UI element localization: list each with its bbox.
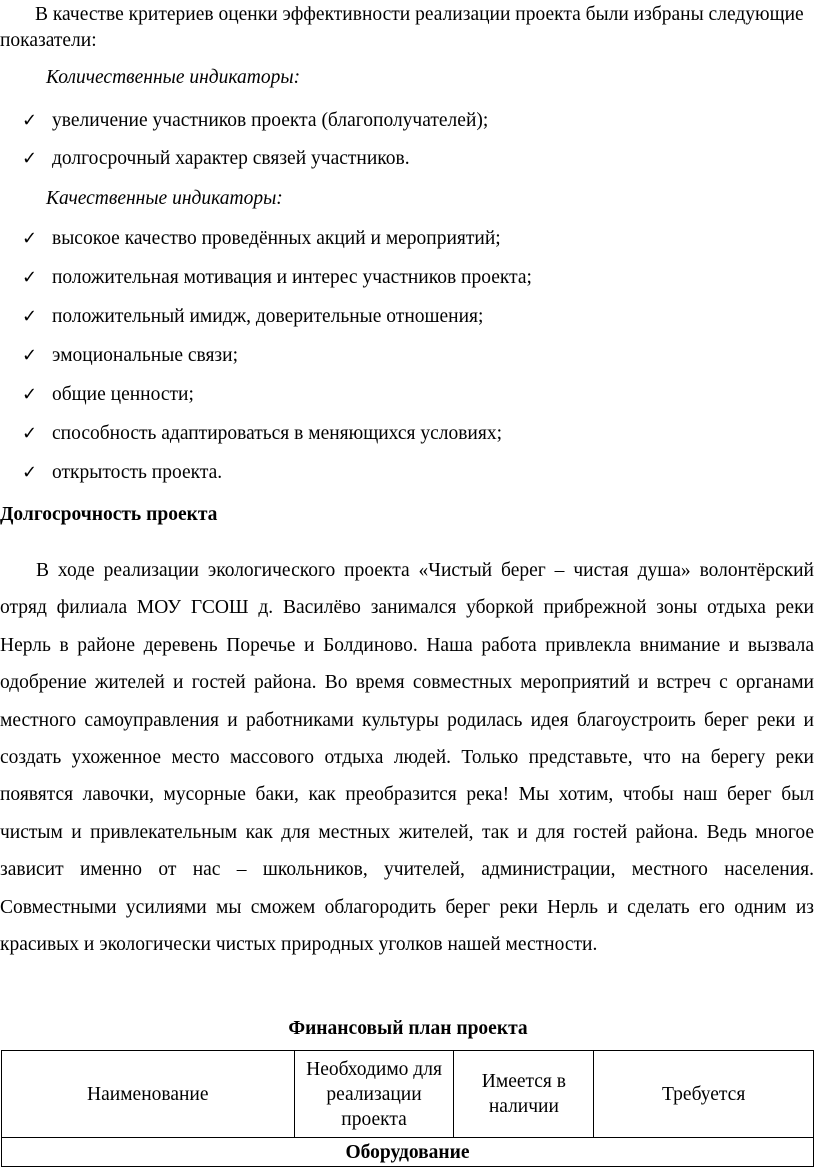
table-section-row xyxy=(2,1138,814,1167)
checkmark-icon: ✓ xyxy=(22,110,38,131)
qualitative-heading: Качественные индикаторы: xyxy=(46,188,283,209)
column-header: Требуется xyxy=(594,1051,814,1138)
checkmark-icon: ✓ xyxy=(22,462,38,483)
checkmark-icon: ✓ xyxy=(22,423,38,444)
section-label: Оборудование xyxy=(2,1138,814,1167)
qualitative-item: ✓ высокое качество проведённых акций и мероприятий; xyxy=(22,226,501,252)
column-header: Имеется в наличии xyxy=(454,1051,594,1138)
column-header: Наименование xyxy=(2,1051,295,1138)
finance-table xyxy=(1,1050,814,1167)
qualitative-item: ✓ общие ценности; xyxy=(22,382,194,408)
checkmark-icon: ✓ xyxy=(22,228,38,249)
quantitative-item: ✓ увеличение участников проекта (благополучателей); xyxy=(22,108,488,134)
quantitative-item: ✓ долгосрочный характер связей участников. xyxy=(22,146,410,172)
table-header-row xyxy=(2,1051,814,1138)
checkmark-icon: ✓ xyxy=(22,148,38,169)
checkmark-icon: ✓ xyxy=(22,384,38,405)
qualitative-item: ✓ положительный имидж, доверительные отношения; xyxy=(22,304,483,330)
qualitative-item: ✓ положительная мотивация и интерес участников проекта; xyxy=(22,265,532,291)
checkmark-icon: ✓ xyxy=(22,345,38,366)
quantitative-heading: Количественные индикаторы: xyxy=(46,67,301,88)
intro-paragraph: В качестве критериев оценки эффективности реализации проекта были избраны следующие показатели: xyxy=(0,4,804,51)
finance-title: Финансовый план проекта xyxy=(288,1018,528,1039)
qualitative-item: ✓ эмоциональные связи; xyxy=(22,343,238,369)
qualitative-item: ✓ открытость проекта. xyxy=(22,460,222,486)
checkmark-icon: ✓ xyxy=(22,267,38,288)
checkmark-icon: ✓ xyxy=(22,306,38,327)
longterm-paragraph: В ходе реализации экологического проекта «Чистый берег – чистая душа» волонтёрский отряд филиала МОУ ГСОШ д. Василёво занимался уборкой прибрежной зоны отдыха реки Нерль в районе деревень Поречье и Болдиново. Наша работа привлекла внимание и вызвала одобрение жителей и гостей района. Во время совместных мероприятий и встреч с органами местного самоуправления и работниками культуры родилась идея благоустроить берег реки и создать ухоженное место массового отдыха людей. Только представьте, что на берегу реки появятся лавочки, мусорные баки, как преобразится река! Мы хотим, чтобы наш берег был чистым и привлекательным как для местных жителей, так и для гостей района. Ведь многое зависит именно от нас – школьников, учителей, администрации, местного населения. Совместными усилиями мы сможем облагородить берег реки Нерль и сделать его одним из красивых и экологически чистых природных уголков нашей местности. xyxy=(0,560,814,956)
qualitative-item: ✓ способность адаптироваться в меняющихся условиях; xyxy=(22,421,502,447)
column-header: Необходимо для реализации проекта xyxy=(294,1051,454,1138)
longterm-heading: Долгосрочность проекта xyxy=(0,504,218,525)
